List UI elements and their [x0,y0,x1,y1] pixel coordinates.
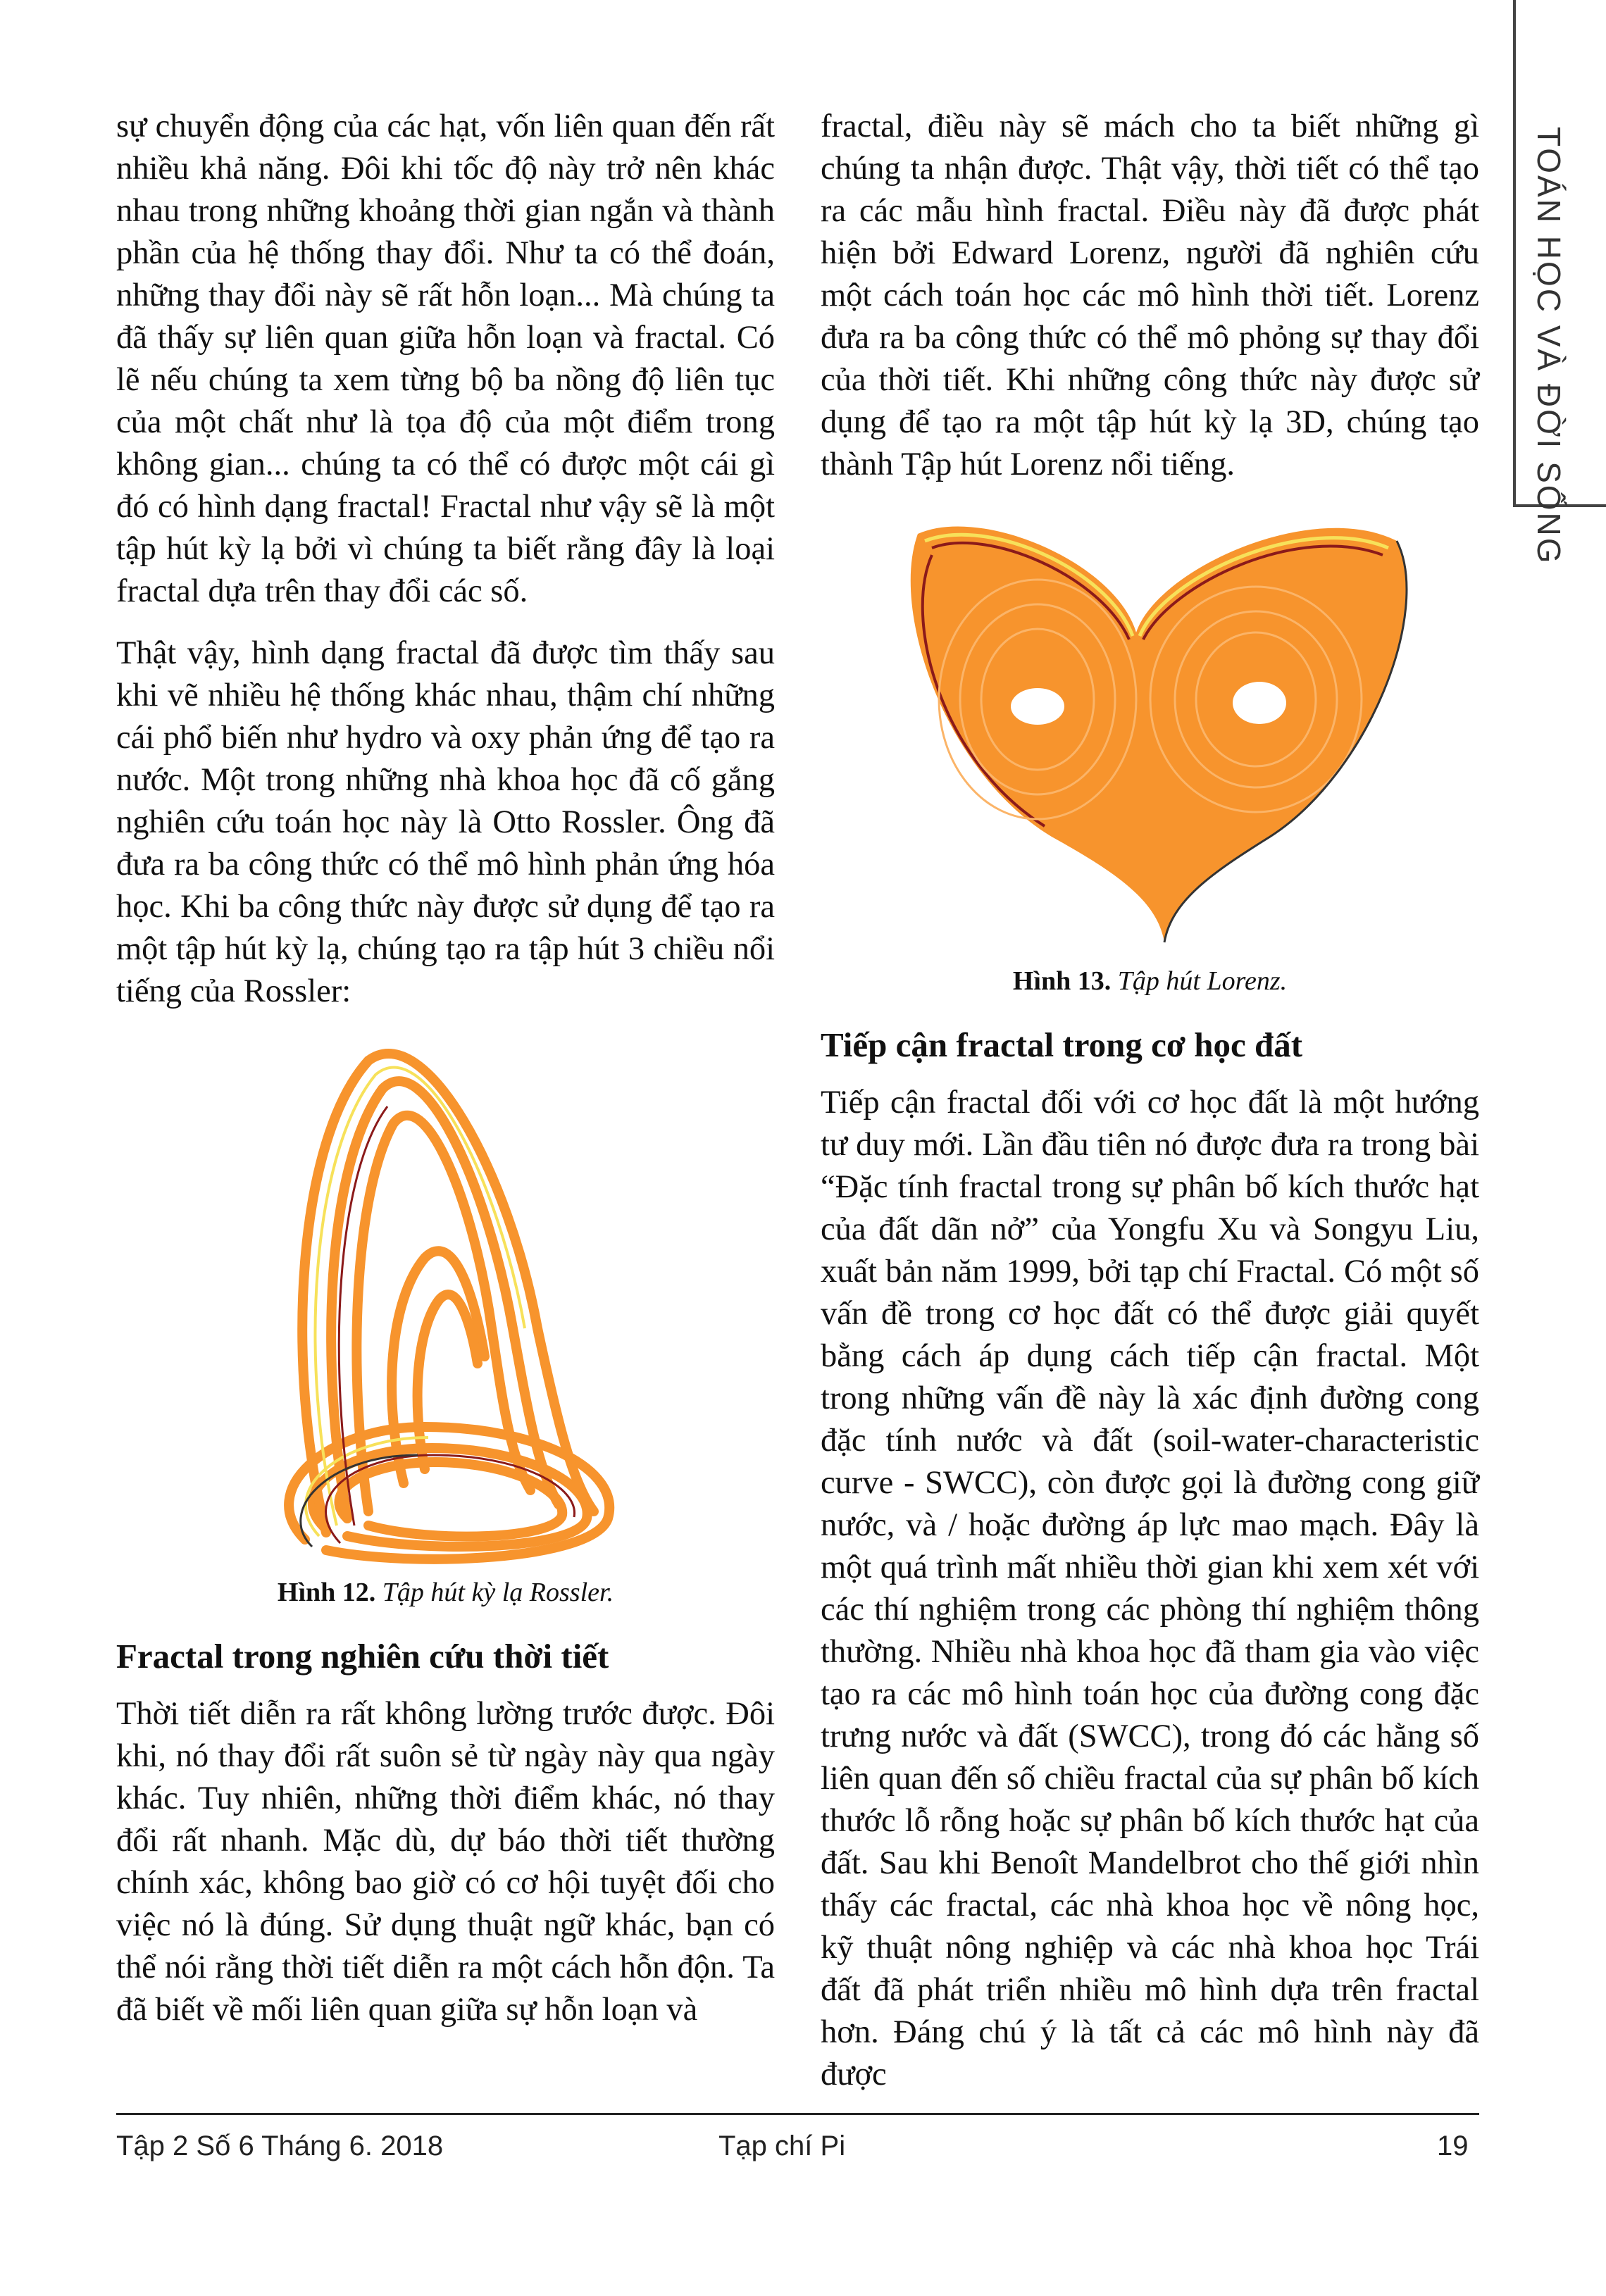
footer-issue: Tập 2 Số 6 Tháng 6. 2018 [116,2130,444,2161]
right-column [821,106,1479,2116]
left-paragraph-2: Thật vậy, hình dạng fractal đã được tìm thấy sau khi vẽ nhiều hệ thống khác nhau, thậm chí những cái phổ biến như hydro và oxy phản ứng để tạo ra nước. Một trong những nhà khoa học đã cố gắng nghiên cứu toán học này là Otto Rossler. Ông đã đưa ra ba công thức có thể mô hình phản ứng hóa học. Khi ba công thức này được sử dụng để tạo ra một tập hút kỳ lạ, chúng tạo ra tập hút 3 chiều nổi tiếng của Rossler: [116,635,775,1009]
left-heading: Fractal trong nghiên cứu thời tiết [116,1637,609,1676]
figure-12-text: Tập hút kỳ lạ Rossler. [382,1578,614,1607]
rossler-attractor-figure [242,1032,650,1568]
footer-rule [116,2113,1479,2115]
figure-12-caption [116,1575,775,1610]
figure-12-label: Hình 12. [277,1578,376,1607]
section-label: TOÁN HỌC VÀ ĐỜI SỐNG [1531,127,1567,566]
figure-13-text: Tập hút Lorenz. [1117,966,1288,996]
rossler-figure [116,1032,775,1610]
right-paragraph-2: Tiếp cận fractal đối với cơ học đất là một hướng tư duy mới. Lần đầu tiên nó được đưa ra trong bài “Đặc tính fractal trong sự phân bố kích thước hạt của đất dãn nở” của Yongfu Xu và Songyu Liu, xuất bản năm 1999, bởi tạp chí Fractal. Có một số vấn đề trong cơ học đất có thể được giải quyết bằng cách áp dụng cách tiếp cận fractal. Một trong những vấn đề này là xác định đường cong đặc tính nước và đất (soil-water-characteristic curve - SWCC), còn được gọi là đường cong giữ nước, và / hoặc đường áp lực mao mạch. Đây là một quá trình mất nhiều thời gian khi xem xét với các thí nghiệm trong các phòng thí nghiệm thông thường. Nhiều nhà khoa học đã tham gia vào việc tạo ra các mô hình toán học của đường cong đặc trưng nước và đất (SWCC), trong đó các hằng số liên quan đến số chiều fractal của sự phân bố kích thước lỗ rỗng hoặc sự phân bố kích thước hạt của đất. Sau khi Benoît Mandelbrot cho thế giới nhìn thấy các fractal, các nhà khoa học về nông học, kỹ thuật nông nghiệp và các nhà khoa học Trái đất đã phát triển nhiều mô hình dựa trên fractal hơn. Đáng chú ý là tất cả các mô hình này đã được [821,1085,1479,2092]
figure-13-label: Hình 13. [1012,966,1112,996]
right-heading: Tiếp cận fractal trong cơ học đất [821,1025,1303,1064]
figure-13-caption [821,963,1479,999]
page-number: 19 [1437,2130,1469,2161]
footer-journal: Tạp chí Pi [718,2130,846,2161]
right-paragraph-1: fractal, điều này sẽ mách cho ta biết những gì chúng ta nhận được. Thật vậy, thời tiết có thể tạo ra các mẫu hình fractal. Điều này đã được phát hiện bởi Edward Lorenz, người đã nghiên cứu một cách toán học các mô hình thời tiết. Lorenz đưa ra ba công thức có thể mô phỏng sự thay đổi của thời tiết. Khi những công thức này được sử dụng để tạo ra một tập hút kỳ lạ 3D, chúng tạo thành Tập hút Lorenz nổi tiếng. [821,108,1479,482]
lorenz-figure [821,506,1479,999]
left-paragraph-3: Thời tiết diễn ra rất không lường trước được. Đôi khi, nó thay đổi rất suôn sẻ từ ngày này qua ngày khác. Tuy nhiên, những thời điểm khác, nó thay đổi rất nhanh. Mặc dù, dự báo thời tiết thường chính xác, không bao giờ có cơ hội tuyệt đối cho việc nó là đúng. Sử dụng thuật ngữ khác, bạn có thể nói rằng thời tiết diễn ra một cách hỗn độn. Ta đã biết về mối liên quan giữa sự hỗn loạn và [116,1696,775,2028]
lorenz-attractor-figure [876,506,1425,956]
left-paragraph-1: sự chuyển động của các hạt, vốn liên quan đến rất nhiều khả năng. Đôi khi tốc độ này trở nên khác nhau trong những khoảng thời gian ngắn và thành phần của hệ thống thay đổi. Như ta có thể đoán, những thay đổi này sẽ rất hỗn loạn... Mà chúng ta đã thấy sự liên quan giữa hỗn loạn và fractal. Có lẽ nếu chúng ta xem từng bộ ba nồng độ liên tục của một chất như là tọa độ của một điểm trong không gian... chúng ta có thể có được một cái gì đó có hình dạng fractal! Fractal như vậy sẽ là một tập hút kỳ lạ bởi vì chúng ta biết rằng đây là loại fractal dựa trên thay đổi các số. [116,108,775,609]
left-column [116,106,775,2051]
